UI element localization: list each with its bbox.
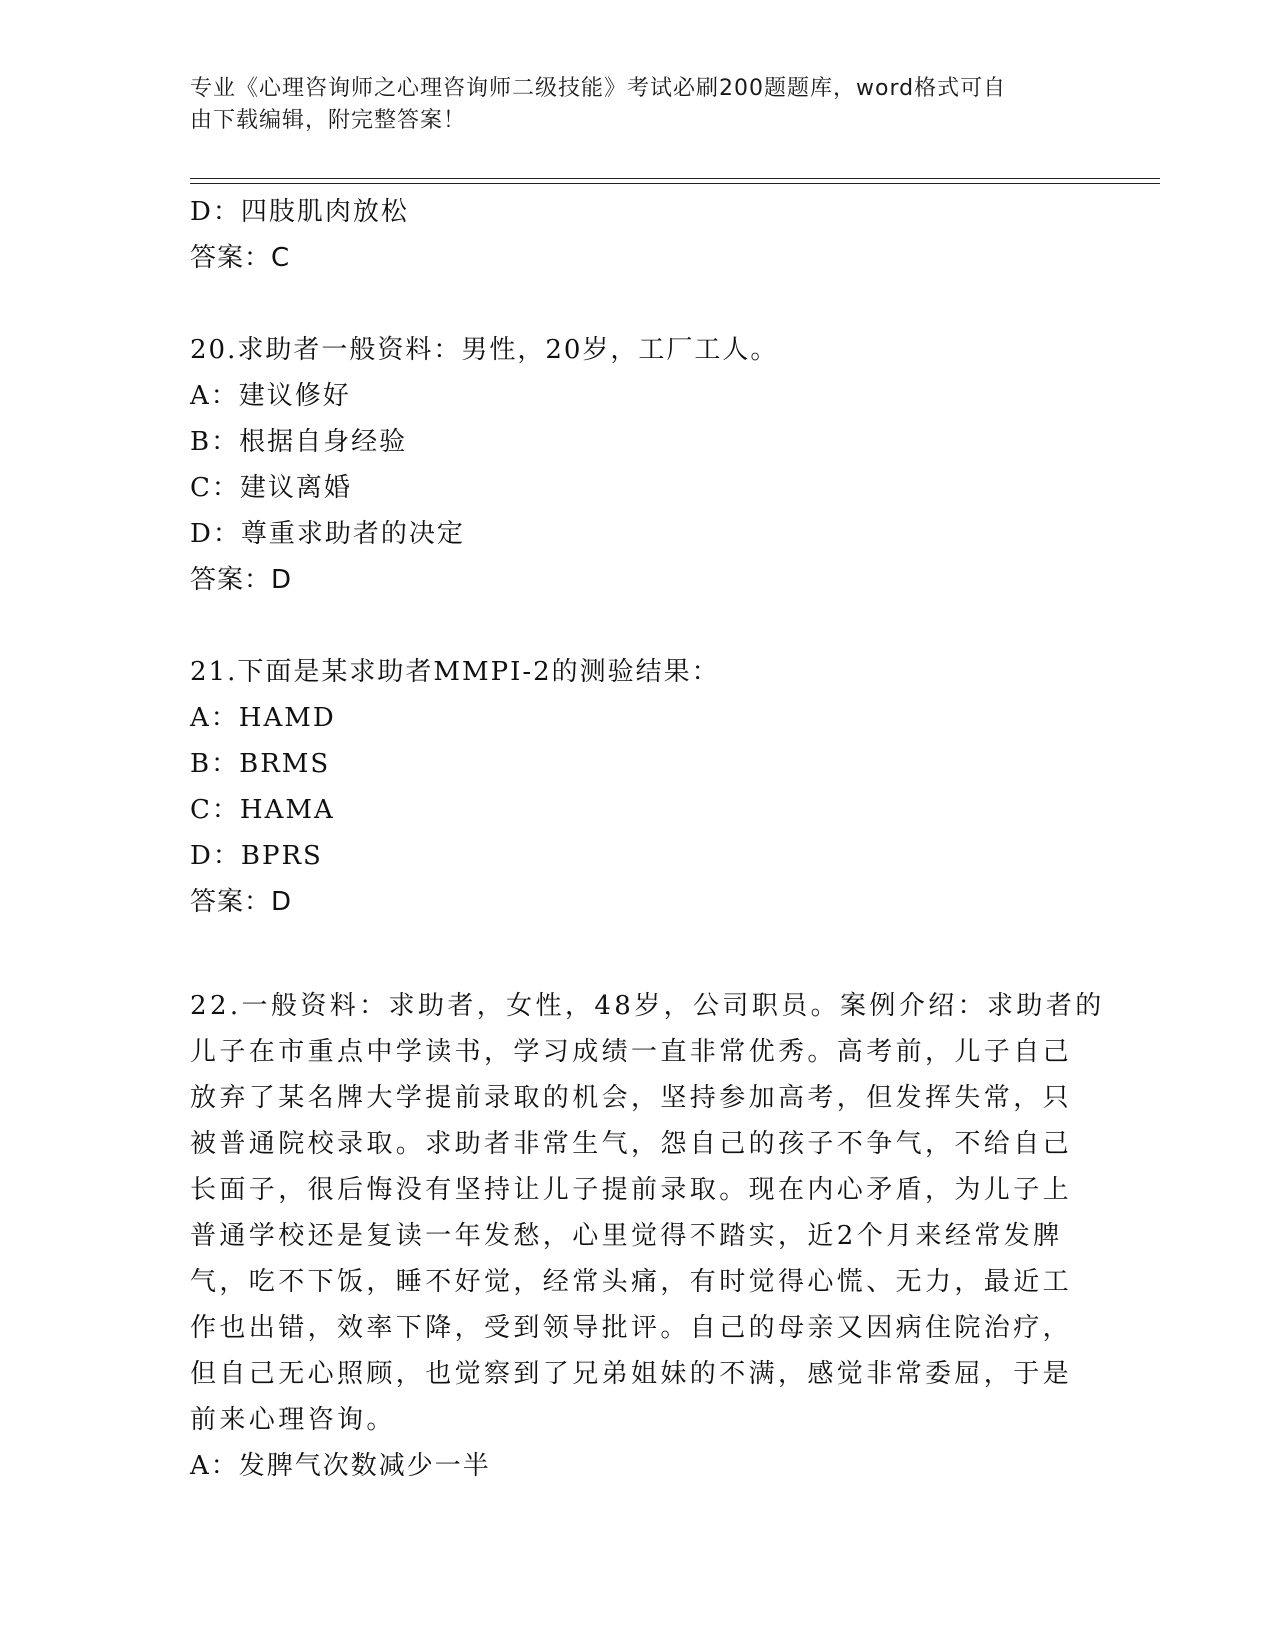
option-c: C：建议离婚 (190, 473, 352, 503)
question-21 (190, 649, 1090, 925)
spacer (190, 281, 1090, 327)
question-stem: 21.下面是某求助者MMPI-2的测验结果： (190, 657, 720, 687)
stem-line: 气，吃不下饭，睡不好觉，经常头痛，有时觉得心慌、无力，最近工 (190, 1267, 1073, 1297)
header-divider-bottom (190, 183, 1160, 184)
question-22 (190, 983, 1105, 1489)
option-d: D：四肢肌肉放松 (190, 197, 409, 227)
header-divider-top (190, 178, 1160, 179)
question-20 (190, 327, 1090, 603)
stem-line: 但自己无心照顾，也觉察到了兄弟姐妹的不满，感觉非常委屈，于是 (190, 1359, 1073, 1389)
option-a: A：HAMD (190, 703, 336, 733)
answer-label: 答案：D (190, 887, 293, 917)
spacer (190, 603, 1090, 649)
stem-line: 普通学校还是复读一年发愁，心里觉得不踏实，近2个月来经常发脾 (190, 1221, 1063, 1251)
stem-line: 作也出错，效率下降，受到领导批评。自己的母亲又因病住院治疗， (190, 1313, 1073, 1343)
document-header (190, 73, 1070, 137)
question-stem (190, 983, 1105, 1443)
stem-line: 放弃了某名牌大学提前录取的机会，坚持参加高考，但发挥失常，只 (190, 1083, 1073, 1113)
option-d: D：BPRS (190, 841, 323, 871)
stem-line: 22.一般资料：求助者，女性，48岁，公司职员。案例介绍：求助者的 (190, 991, 1105, 1021)
option-c: C：HAMA (190, 795, 335, 825)
question-19-tail (190, 189, 1090, 281)
stem-line: 前来心理咨询。 (190, 1405, 396, 1435)
stem-line: 儿子在市重点中学读书，学习成绩一直非常优秀。高考前，儿子自己 (190, 1037, 1073, 1067)
spacer (190, 925, 1090, 983)
stem-line: 被普通院校录取。求助者非常生气，怨自己的孩子不争气，不给自己 (190, 1129, 1073, 1159)
stem-line: 长面子，很后悔没有坚持让儿子提前录取。现在内心矛盾，为儿子上 (190, 1175, 1073, 1205)
option-d: D：尊重求助者的决定 (190, 519, 465, 549)
option-a: A：发脾气次数减少一半 (190, 1451, 491, 1481)
answer-label: 答案：D (190, 565, 293, 595)
question-stem: 20.求助者一般资料：男性，20岁，工厂工人。 (190, 335, 779, 365)
option-b: B：根据自身经验 (190, 427, 408, 457)
header-line-1: 专业《心理咨询师之心理咨询师二级技能》考试必刷200题题库，word格式可自 (190, 76, 1007, 101)
option-a: A：建议修好 (190, 381, 351, 411)
option-b: B：BRMS (190, 749, 331, 779)
answer-label: 答案：C (190, 243, 291, 273)
header-line-2: 由下载编辑，附完整答案！ (190, 108, 467, 133)
question-list (190, 189, 1105, 1489)
